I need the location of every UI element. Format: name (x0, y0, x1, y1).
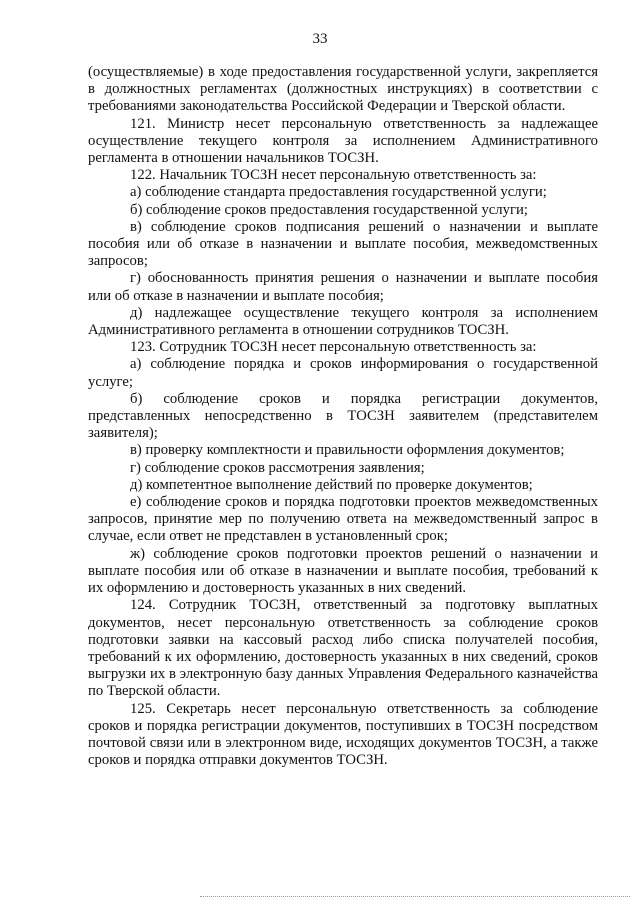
list-item: в) соблюдение сроков подписания решений о назначении и выплате пособия или об отказе в назначении и выплате пособия, межведомственных запросов; (88, 218, 598, 270)
list-item: г) соблюдение сроков рассмотрения заявления; (130, 459, 425, 476)
list-item: б) соблюдение сроков и порядка регистрации документов, представленных непосредственно в ТОСЗН заявителем (представителем заявителя); (88, 390, 598, 442)
page-number: 33 (312, 31, 328, 47)
list-item: е) соблюдение сроков и порядка подготовки проектов межведомственных запросов, принятие мер по получению ответа на межведомственный запрос в случае, если ответ не представлен в установленный срок; (88, 494, 598, 545)
list-item: ж) соблюдение сроков подготовки проектов решений о назначении и выплате пособия или об отказе в назначении и выплате пособия, требований к их оформлению и достоверность указанных в них сведений. (88, 545, 598, 597)
list-item: б) соблюдение сроков предоставления государственной услуги; (130, 201, 528, 218)
list-item: в) проверку комплектности и правильности оформления документов; (130, 442, 565, 459)
paragraph: 124. Сотрудник ТОСЗН, ответственный за подготовку выплатных документов, несет персональную ответственность за соблюдение сроков подготовки заявки на кассовый расход либо списка получателей пособия, требований к их оформлению, достоверность указанных в них сведений, сроков выгрузки их в электронную базу данных Управления Федерального казначейства по Тверской области. (88, 597, 598, 700)
paragraph: 121. Министр несет персональную ответственность за надлежащее осуществление текущего контроля за исполнением Административного регламента в отношении начальников ТОСЗН. (88, 115, 598, 167)
document-body (88, 64, 598, 769)
paragraph: (осуществляемые) в ходе предоставления государственной услуги, закрепляется в должностных регламентах (должностных инструкциях) в соответствии с требованиями законодательства Российской Федерации и Тверской области. (88, 64, 598, 115)
paragraph: 123. Сотрудник ТОСЗН несет персональную ответственность за: (130, 339, 537, 356)
list-item: г) обоснованность принятия решения о назначении и выплате пособия или об отказе в назначении и выплате пособия; (88, 270, 598, 304)
list-item: д) компетентное выполнение действий по проверке документов; (130, 476, 533, 493)
paragraph: 125. Секретарь несет персональную ответственность за соблюдение сроков и порядка регистрации документов, поступивших в ТОСЗН посредством почтовой связи или в электронном виде, исходящих документов ТОСЗН, а также сроков и порядка отправки документов ТОСЗН. (88, 700, 598, 769)
page-bottom-divider (200, 896, 630, 897)
paragraph: 122. Начальник ТОСЗН несет персональную ответственность за: (130, 167, 537, 184)
list-item: а) соблюдение стандарта предоставления государственной услуги; (130, 184, 547, 201)
list-item: а) соблюдение порядка и сроков информирования о государственной услуге; (88, 356, 598, 390)
list-item: д) надлежащее осуществление текущего контроля за исполнением Административного регламента в отношении сотрудников ТОСЗН. (88, 304, 598, 339)
